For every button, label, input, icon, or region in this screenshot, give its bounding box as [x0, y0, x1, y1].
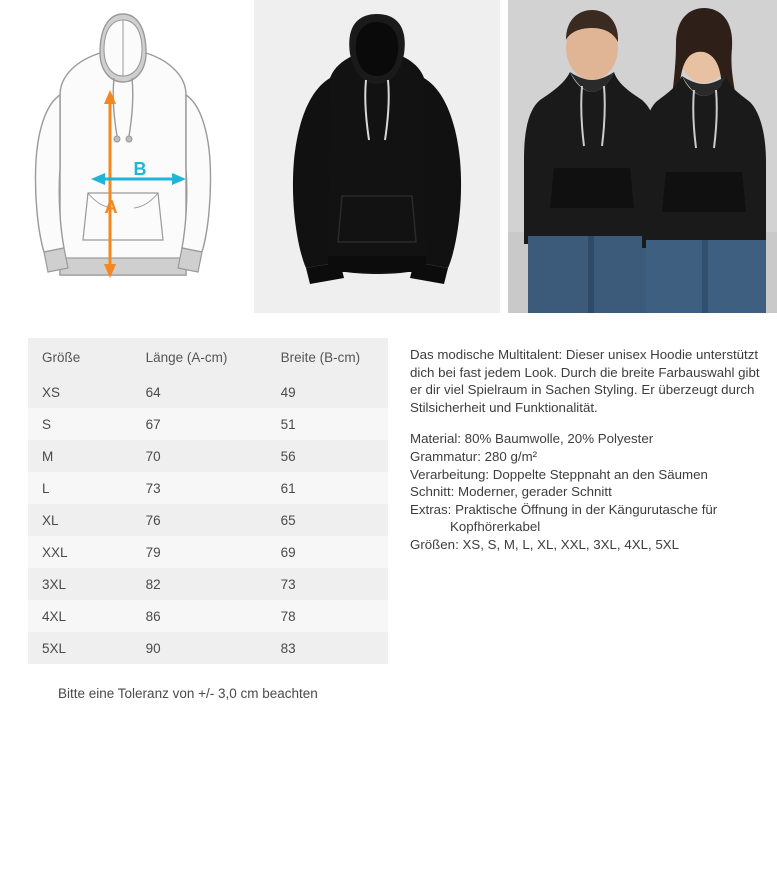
technical-drawing-panel	[0, 0, 246, 313]
table-row	[28, 600, 388, 632]
cell-length: 76	[132, 504, 267, 536]
cell-width: 61	[267, 472, 388, 504]
product-description	[388, 338, 777, 554]
cell-length: 70	[132, 440, 267, 472]
models-photo-panel	[508, 0, 777, 313]
cell-length: 67	[132, 408, 267, 440]
table-row	[28, 408, 388, 440]
cell-width: 56	[267, 440, 388, 472]
cell-size: XXL	[28, 536, 132, 568]
cell-width: 51	[267, 408, 388, 440]
cell-size: XL	[28, 504, 132, 536]
table-row	[28, 568, 388, 600]
description-specs	[410, 430, 763, 553]
spec-grammatur: Grammatur: 280 g/m²	[410, 448, 538, 464]
table-row	[28, 472, 388, 504]
table-row	[28, 536, 388, 568]
cell-size: L	[28, 472, 132, 504]
spec-groessen: Größen: XS, S, M, L, XL, XXL, 3XL, 4XL, 5XL	[410, 536, 680, 552]
cell-size: M	[28, 440, 132, 472]
product-photo-svg	[254, 0, 500, 313]
cell-length: 90	[132, 632, 267, 664]
cell-length: 86	[132, 600, 267, 632]
cell-width: 73	[267, 568, 388, 600]
column-header-size: Größe	[28, 338, 132, 376]
cell-width: 49	[267, 376, 388, 408]
technical-drawing-svg	[0, 0, 246, 313]
cell-size: 4XL	[28, 600, 132, 632]
table-row	[28, 440, 388, 472]
spec-material: Material: 80% Baumwolle, 20% Polyester	[410, 431, 654, 447]
product-photo-panel	[254, 0, 500, 313]
table-row	[28, 504, 388, 536]
cell-length: 73	[132, 472, 267, 504]
cell-width: 65	[267, 504, 388, 536]
spec-verarbeitung: Verarbeitung: Doppelte Steppnaht an den Säumen	[410, 466, 708, 482]
spec-schnitt: Schnitt: Moderner, gerader Schnitt	[410, 484, 612, 500]
cell-size: 5XL	[28, 632, 132, 664]
cell-width: 83	[267, 632, 388, 664]
description-intro: Das modische Multitalent: Dieser unisex Hoodie unterstützt dich bei fast jedem Look. Durch die breite Farbauswahl gibt er dir viel Spielraum in Sachen Styling. Er überzeugt durch Stilsicherheit und Funktionalität.	[410, 347, 760, 415]
cell-length: 64	[132, 376, 267, 408]
svg-text:A: A	[104, 197, 118, 217]
cell-size: XS	[28, 376, 132, 408]
cell-width: 69	[267, 536, 388, 568]
size-table-section	[0, 338, 388, 701]
spec-extras: Extras: Praktische Öffnung in der Kängurutasche für	[410, 501, 718, 517]
svg-text:B: B	[133, 159, 147, 179]
table-row	[28, 632, 388, 664]
column-header-length: Länge (A-cm)	[132, 338, 267, 376]
cell-length: 82	[132, 568, 267, 600]
table-row	[28, 376, 388, 408]
cell-width: 78	[267, 600, 388, 632]
column-header-width: Breite (B-cm)	[267, 338, 388, 376]
models-photo-svg	[508, 0, 777, 313]
tolerance-note: Bitte eine Toleranz von +/- 3,0 cm beachten	[58, 686, 318, 701]
lower-content	[0, 313, 777, 701]
spec-extras-continued: Kopfhörerkabel	[450, 519, 541, 535]
cell-length: 79	[132, 536, 267, 568]
table-header-row	[28, 338, 388, 376]
size-table	[28, 338, 388, 664]
cell-size: 3XL	[28, 568, 132, 600]
cell-size: S	[28, 408, 132, 440]
product-image-row	[0, 0, 777, 313]
